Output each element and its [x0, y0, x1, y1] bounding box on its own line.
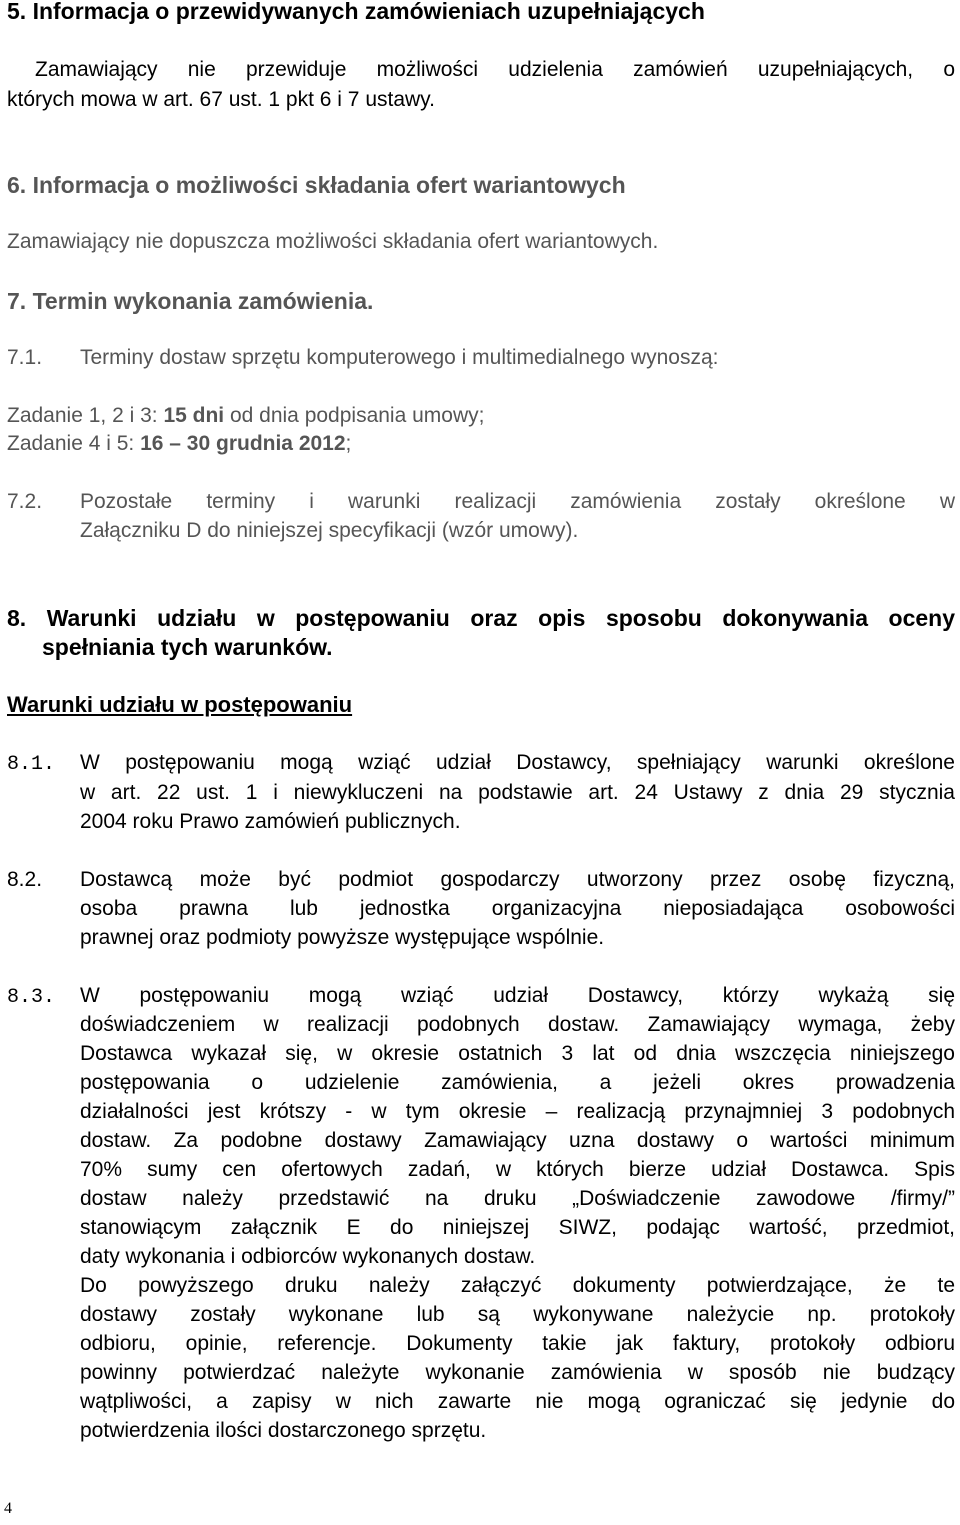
task-1-duration: 15 dni — [163, 404, 225, 427]
point-7-1-number: 7.1. — [7, 346, 43, 369]
task-2-dates: 16 – 30 grudnia 2012 — [140, 432, 346, 455]
point-8-3-line-1: W postępowaniu mogą wziąć udział Dostawcy, którzy wykażą się — [80, 984, 955, 1007]
point-8-3-line-8: dostaw należy przedstawić na druku „Doświadczenie zawodowe /firmy/” — [80, 1187, 955, 1210]
task-1-label: Zadanie 1, 2 i 3: — [7, 404, 164, 427]
point-8-3-line-3: Dostawca wykazał się, w okresie ostatnich 3 lat od dnia wszczęcia niniejszego — [80, 1042, 955, 1065]
point-8-3-line-6: dostaw. Za podobne dostawy Zamawiający uzna dostawy o wartości minimum — [80, 1129, 955, 1152]
point-8-3-line-7: 70% sumy cen ofertowych zadań, w których bierze udział Dostawca. Spis — [80, 1158, 955, 1181]
point-8-3-line-12: dostawy zostały wykonane lub są wykonywane należycie np. protokoły — [80, 1303, 955, 1326]
point-8-2-number: 8.2. — [7, 868, 43, 891]
section-6-heading: 6. Informacja o możliwości składania ofert wariantowych — [7, 172, 626, 198]
section-7-heading: 7. Termin wykonania zamówienia. — [7, 288, 374, 314]
point-8-3-line-2: doświadczeniem w realizacji podobnych dostaw. Zamawiający wymaga, żeby — [80, 1013, 955, 1036]
point-8-1-number: 8.1. — [7, 753, 56, 776]
conditions-subheading: Warunki udziału w postępowaniu — [7, 692, 353, 717]
section-6-line-1: Zamawiający nie dopuszcza możliwości składania ofert wariantowych. — [7, 230, 659, 253]
task-2-label: Zadanie 4 i 5: — [7, 432, 141, 455]
section-8-heading-line-1: 8. Warunki udziału w postępowaniu oraz opis sposobu dokonywania oceny — [7, 605, 955, 631]
point-8-3-line-14: powinny potwierdzać należyte wykonanie zamówienia w sposób nie budzący — [80, 1361, 955, 1384]
point-8-2-line-3: prawnej oraz podmioty powyższe występujące wspólnie. — [80, 926, 605, 949]
section-5-line-1: Zamawiający nie przewiduje możliwości udzielenia zamówień uzupełniających, o — [35, 58, 955, 81]
task-2-suffix: ; — [345, 432, 352, 455]
point-8-3-line-11: Do powyższego druku należy załączyć dokumenty potwierdzające, że te — [80, 1274, 955, 1297]
point-8-3-line-9: stanowiącym załącznik E do niniejszej SIWZ, podając wartość, przedmiot, — [80, 1216, 955, 1239]
point-7-2-line-2: Załączniku D do niniejszej specyfikacji (wzór umowy). — [80, 519, 579, 542]
point-8-3-line-5: działalności jest krótszy - w tym okresie – realizacją przynajmniej 3 podobnych — [80, 1100, 955, 1123]
point-8-2-line-2: osoba prawna lub jednostka organizacyjna nieposiadająca osobowości — [80, 897, 955, 920]
point-8-3-line-4: postępowania o udzielenie zamówienia, a jeżeli okres prowadzenia — [80, 1071, 955, 1094]
point-7-2-number: 7.2. — [7, 490, 43, 513]
task-1-line — [7, 404, 484, 428]
point-8-3-line-16: potwierdzenia ilości dostarczonego sprzętu. — [80, 1419, 487, 1442]
point-7-1-text: Terminy dostaw sprzętu komputerowego i multimedialnego wynoszą: — [80, 346, 719, 369]
task-2-line — [7, 432, 351, 456]
point-8-1-line-3: 2004 roku Prawo zamówień publicznych. — [80, 810, 461, 833]
point-8-3-number: 8.3. — [7, 986, 56, 1009]
point-8-3-line-10: daty wykonania i odbiorców wykonanych dostaw. — [80, 1245, 536, 1268]
point-8-2-line-1: Dostawcą może być podmiot gospodarczy utworzony przez osobę fizyczną, — [80, 868, 955, 891]
page-number: 4 — [4, 1500, 12, 1517]
point-7-2-line-1: Pozostałe terminy i warunki realizacji zamówienia zostały określone w — [80, 490, 955, 513]
point-8-3-line-15: wątpliwości, a zapisy w nich zawarte nie mogą ograniczać się jedynie do — [80, 1390, 955, 1413]
section-8-heading-line-2: spełniania tych warunków. — [42, 634, 333, 660]
task-1-suffix: od dnia podpisania umowy; — [224, 404, 485, 427]
point-8-3-line-13: odbioru, opinie, referencje. Dokumenty takie jak faktury, protokoły odbioru — [80, 1332, 955, 1355]
section-5-line-2: których mowa w art. 67 ust. 1 pkt 6 i 7 ustawy. — [7, 88, 435, 111]
point-8-1-line-2: w art. 22 ust. 1 i niewykluczeni na podstawie art. 24 Ustawy z dnia 29 stycznia — [80, 781, 955, 804]
section-5-heading: 5. Informacja o przewidywanych zamówieniach uzupełniających — [7, 0, 705, 24]
point-8-1-line-1: W postępowaniu mogą wziąć udział Dostawcy, spełniający warunki określone — [80, 751, 955, 774]
